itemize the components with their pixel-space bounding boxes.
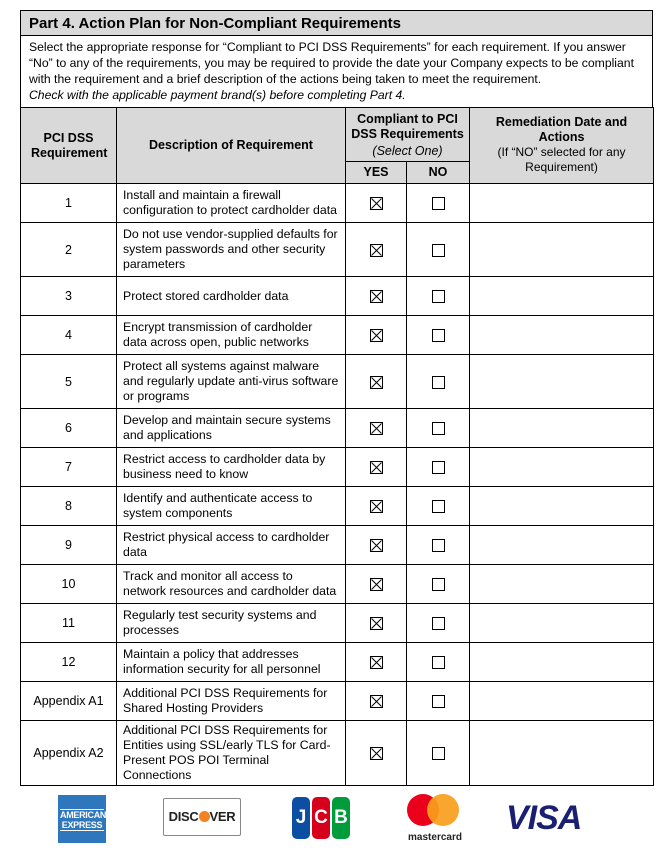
requirement-number: 12: [21, 643, 117, 682]
remediation-cell[interactable]: [470, 526, 654, 565]
no-cell: [407, 355, 470, 409]
remediation-cell[interactable]: [470, 409, 654, 448]
section-title: Part 4. Action Plan for Non-Compliant Requirements: [20, 10, 653, 35]
no-cell: [407, 526, 470, 565]
jcb-letter-b: B: [332, 797, 350, 839]
yes-checkbox[interactable]: [370, 747, 383, 760]
table-row: [21, 355, 654, 409]
jcb-letter-j: J: [292, 797, 310, 839]
remediation-cell[interactable]: [470, 721, 654, 786]
table-row: [21, 604, 654, 643]
requirement-description: Additional PCI DSS Requirements for Entities using SSL/early TLS for Card-Present POS POI Terminal Connections: [117, 721, 346, 786]
yes-cell: [346, 487, 407, 526]
no-cell: [407, 184, 470, 223]
no-cell: [407, 721, 470, 786]
discover-orange-dot: [199, 811, 210, 822]
no-cell: [407, 565, 470, 604]
header-compliant: [346, 108, 470, 162]
remediation-cell[interactable]: [470, 223, 654, 277]
requirement-number: 6: [21, 409, 117, 448]
table-row: [21, 526, 654, 565]
no-checkbox[interactable]: [432, 197, 445, 210]
table-row: [21, 487, 654, 526]
header-description: Description of Requirement: [117, 108, 346, 184]
no-checkbox[interactable]: [432, 461, 445, 474]
requirement-description: Identify and authenticate access to system components: [117, 487, 346, 526]
no-cell: [407, 409, 470, 448]
requirement-description: Develop and maintain secure systems and applications: [117, 409, 346, 448]
table-row: [21, 277, 654, 316]
mastercard-logo-text: mastercard: [408, 832, 462, 843]
header-requirement: PCI DSS Requirement: [21, 108, 117, 184]
yes-cell: [346, 643, 407, 682]
requirement-description: Protect all systems against malware and regularly update anti-virus software or programs: [117, 355, 346, 409]
no-checkbox[interactable]: [432, 329, 445, 342]
no-checkbox[interactable]: [432, 422, 445, 435]
table-row: [21, 409, 654, 448]
header-compliant-title: Compliant to PCI DSS Requirements: [351, 112, 464, 141]
no-cell: [407, 316, 470, 355]
table-row: [21, 316, 654, 355]
mastercard-logo: [402, 792, 468, 848]
table-row: [21, 721, 654, 786]
no-checkbox[interactable]: [432, 747, 445, 760]
header-remediation: [470, 108, 654, 184]
header-compliant-sub: (Select One): [372, 144, 443, 158]
payment-brand-note: Check with the applicable payment brand(s) before completing Part 4.: [29, 88, 406, 102]
jcb-letter-c: C: [312, 797, 330, 839]
yes-cell: [346, 682, 407, 721]
yes-cell: [346, 223, 407, 277]
yes-checkbox[interactable]: [370, 539, 383, 552]
remediation-cell[interactable]: [470, 277, 654, 316]
remediation-cell[interactable]: [470, 316, 654, 355]
yes-checkbox[interactable]: [370, 617, 383, 630]
no-checkbox[interactable]: [432, 376, 445, 389]
no-checkbox[interactable]: [432, 656, 445, 669]
table-row: [21, 448, 654, 487]
yes-checkbox[interactable]: [370, 376, 383, 389]
table-row: [21, 223, 654, 277]
instructions-text: Select the appropriate response for “Compliant to PCI DSS Requirements” for each requirement. If you answer “No” to any of the requirements, you may be required to provide the date your Company expects to be compliant with the requirement and a brief description of the actions being taken to meet the requirement.: [29, 40, 634, 86]
header-no: NO: [407, 162, 470, 184]
requirement-description: Regularly test security systems and processes: [117, 604, 346, 643]
requirement-description: Restrict access to cardholder data by business need to know: [117, 448, 346, 487]
yes-checkbox[interactable]: [370, 290, 383, 303]
no-checkbox[interactable]: [432, 539, 445, 552]
remediation-cell[interactable]: [470, 643, 654, 682]
requirement-number: Appendix A1: [21, 682, 117, 721]
requirement-number: 5: [21, 355, 117, 409]
no-checkbox[interactable]: [432, 290, 445, 303]
header-yes: YES: [346, 162, 407, 184]
requirement-description: Maintain a policy that addresses information security for all personnel: [117, 643, 346, 682]
part4-page: [20, 10, 653, 786]
remediation-cell[interactable]: [470, 448, 654, 487]
requirement-number: 1: [21, 184, 117, 223]
requirements-body: [21, 184, 654, 786]
remediation-cell[interactable]: [470, 487, 654, 526]
requirement-description: Restrict physical access to cardholder data: [117, 526, 346, 565]
table-row: [21, 682, 654, 721]
header-remediation-sub: (If “NO” selected for any Requirement): [497, 145, 626, 174]
yes-checkbox[interactable]: [370, 197, 383, 210]
yes-checkbox[interactable]: [370, 578, 383, 591]
no-cell: [407, 682, 470, 721]
table-row: [21, 184, 654, 223]
yes-cell: [346, 277, 407, 316]
no-cell: [407, 604, 470, 643]
no-checkbox[interactable]: [432, 244, 445, 257]
requirement-number: 3: [21, 277, 117, 316]
yes-cell: [346, 184, 407, 223]
requirement-description: Track and monitor all access to network resources and cardholder data: [117, 565, 346, 604]
discover-logo: [163, 798, 241, 836]
requirement-number: 10: [21, 565, 117, 604]
yes-cell: [346, 565, 407, 604]
yes-cell: [346, 448, 407, 487]
yes-checkbox[interactable]: [370, 329, 383, 342]
requirement-number: Appendix A2: [21, 721, 117, 786]
no-cell: [407, 223, 470, 277]
yes-checkbox[interactable]: [370, 500, 383, 513]
remediation-cell[interactable]: [470, 604, 654, 643]
requirement-description: Protect stored cardholder data: [117, 277, 346, 316]
yes-checkbox[interactable]: [370, 422, 383, 435]
requirement-number: 2: [21, 223, 117, 277]
no-checkbox[interactable]: [432, 617, 445, 630]
requirement-number: 11: [21, 604, 117, 643]
requirement-description: Do not use vendor-supplied defaults for system passwords and other security parameters: [117, 223, 346, 277]
requirement-description: Encrypt transmission of cardholder data across open, public networks: [117, 316, 346, 355]
no-cell: [407, 277, 470, 316]
table-row: [21, 643, 654, 682]
discover-logo-text: DISC VER: [168, 809, 236, 824]
yes-checkbox[interactable]: [370, 695, 383, 708]
yes-cell: [346, 721, 407, 786]
header-remediation-title: Remediation Date and Actions: [495, 115, 628, 144]
requirement-number: 9: [21, 526, 117, 565]
visa-logo: VISA: [506, 799, 582, 837]
mastercard-orange-circle: [427, 794, 459, 826]
no-cell: [407, 643, 470, 682]
requirement-description: Install and maintain a firewall configuration to protect cardholder data: [117, 184, 346, 223]
table-row: [21, 565, 654, 604]
no-cell: [407, 487, 470, 526]
jcb-logo: [292, 797, 350, 839]
instructions-block: [20, 35, 653, 107]
yes-checkbox[interactable]: [370, 656, 383, 669]
remediation-cell[interactable]: [470, 184, 654, 223]
remediation-cell[interactable]: [470, 355, 654, 409]
yes-cell: [346, 604, 407, 643]
no-cell: [407, 448, 470, 487]
no-checkbox[interactable]: [432, 500, 445, 513]
yes-cell: [346, 355, 407, 409]
no-checkbox[interactable]: [432, 578, 445, 591]
yes-cell: [346, 409, 407, 448]
yes-cell: [346, 526, 407, 565]
yes-cell: [346, 316, 407, 355]
yes-checkbox[interactable]: [370, 461, 383, 474]
requirement-description: Additional PCI DSS Requirements for Shared Hosting Providers: [117, 682, 346, 721]
requirement-number: 8: [21, 487, 117, 526]
amex-logo: [58, 795, 106, 843]
remediation-cell[interactable]: [470, 682, 654, 721]
yes-checkbox[interactable]: [370, 244, 383, 257]
amex-logo-text: AMERICAN EXPRESS: [60, 810, 107, 830]
no-checkbox[interactable]: [432, 695, 445, 708]
requirements-table: [20, 107, 654, 786]
payment-brand-logos: [0, 790, 665, 850]
remediation-cell[interactable]: [470, 565, 654, 604]
requirement-number: 4: [21, 316, 117, 355]
requirement-number: 7: [21, 448, 117, 487]
